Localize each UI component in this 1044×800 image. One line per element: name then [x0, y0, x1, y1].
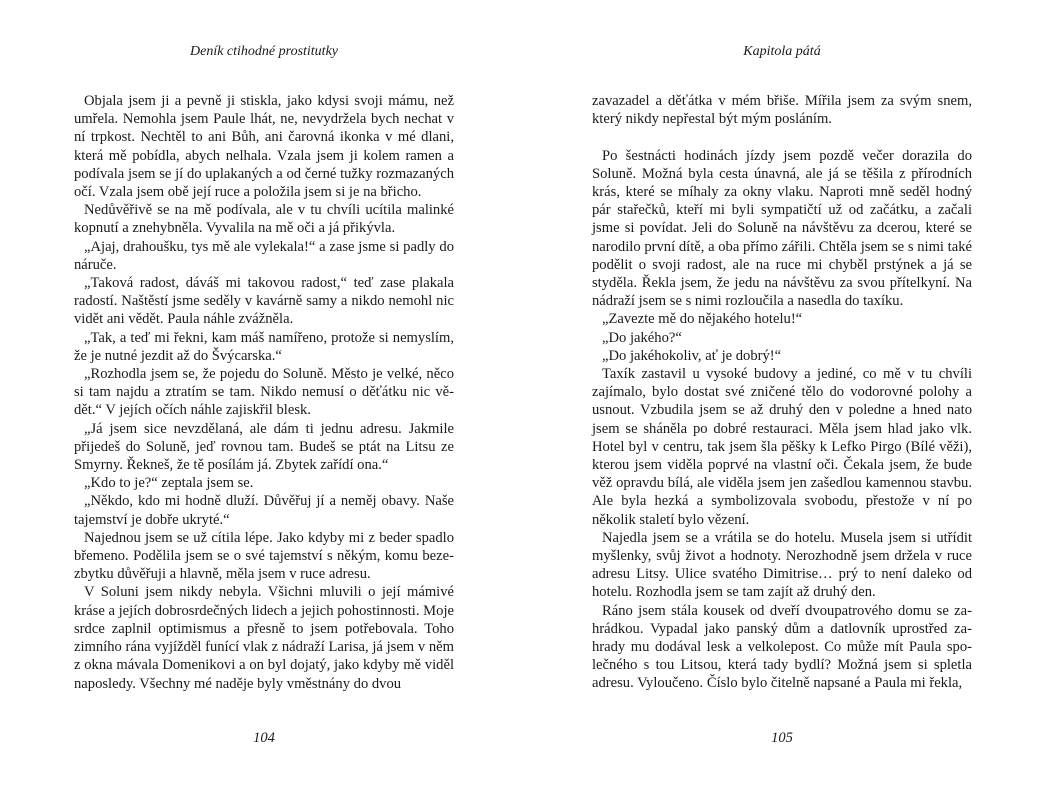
- paragraph: „Ajaj, drahoušku, tys mě ale vylekala!“ a zase jsme si padly do náruče.: [74, 238, 454, 273]
- paragraph: Najednou jsem se už cítila lépe. Jako kdyby mi z beder spadlo břemeno. Podělila jsem se o své tajemství s někým, komu bezezbytku důvěřuji a hlavně, měla jsem v ruce adresu.: [74, 529, 454, 583]
- paragraph: Najedla jsem se a vrátila se do hotelu. Musela jsem si utřídit myšlenky, svůj život a hodnoty. Nerozhodně jsem držela v ruce adresu Litsy. Ulice svatého Dimitrise… prý to není daleko od hotelu. Rozhodla jsem se tam zajít až druhý den.: [592, 529, 972, 601]
- paragraph: „Kdo to je?“ zeptala jsem se.: [84, 475, 254, 492]
- page-number: 104: [253, 730, 275, 746]
- paragraph: Taxík zastavil u vysoké budovy a jediné, co mě v tu chvíli zajímalo, bylo dostat své zničené tělo do vodorovné polohy a usnout. Vzbudila jsem se až druhý den v poledne a hned nato jsem se sháněla po dobré restauraci. Měla jsem hlad jako vlk. Hotel byl v centru, tak jsem šla pěšky k Lefko Pirgo (Bílé věži), kterou jsem viděla poprvé na vlastní oči. Čekala jsem, že bude věž opravdu bílá, ale viděla jsem jen zašedlou kamennou stavbu. Ale byla hezká a symbolizovala svobodu, přestože v ní po několik staletí bylo vězení.: [592, 366, 972, 528]
- paragraph: „Do jakéhokoliv, ať je dobrý!“: [602, 347, 782, 364]
- paragraph: „Tak, a teď mi řekni, kam máš namířeno, protože si nemyslím, že je nutné jezdit až do Švýcarska.“: [74, 329, 454, 364]
- right-page: [592, 0, 972, 800]
- paragraph: „Někdo, kdo mi hodně dluží. Důvěřuj jí a neměj obavy. Naše tajemství je dobře ukryté.“: [74, 493, 454, 528]
- page-body: [74, 92, 454, 693]
- running-header: Deník ctihodné prostitutky: [190, 44, 338, 59]
- paragraph: Po šestnácti hodinách jízdy jsem pozdě večer dorazila do Soluně. Možná byla cesta únavná, ale já se těšila z přírodních krás, které se míhaly za okny vlaku. Naproti mně seděl hodný pár stařečků, kteří mi byli sympatičtí už od začátku, a začali jsme si povídat. Jeli do Soluně na návštěvu za dcerou, které se narodilo první dítě, a oba přímo zářili. Chtěla jsem se s nimi také podělit o svoji radost, ale na ruce mi chyběl prstýnek a já se styděla. Řekla jsem, že jedu na návštěvu za svou přítelkyní. Na nádraží jsem se s nimi rozloučila a nasedla do taxíku.: [592, 147, 972, 310]
- left-page: [74, 0, 454, 800]
- paragraph: „Taková radost, dáváš mi takovou radost,“ teď zase plakala radostí. Naštěstí jsme seděly v kavárně samy a nikdo nemohl nic vidět ani vědět. Paula náhle zvážněla.: [74, 275, 454, 328]
- paragraph: Nedůvěřivě se na mě podívala, ale v tu chvíli ucítila malinké kopnutí a znehybněla. Vyvalila na mě oči a já přikývla.: [74, 202, 454, 237]
- paragraph: „Já jsem sice nevzdělaná, ale dám ti jednu adresu. Jakmile přijedeš do Soluně, jeď rovnou tam. Budeš se ptát na Litsu ze Smyrny. Řekneš, že tě posílám já. Zbytek zařídí ona.“: [74, 420, 454, 474]
- paragraph: zavazadel a děťátka v mém břiše. Mířila jsem za svým snem, který nikdy nepřestal být mým posláním.: [592, 93, 972, 128]
- running-header: Kapitola pátá: [743, 44, 821, 59]
- paragraph: „Do jakého?“: [602, 329, 682, 346]
- page-body: [592, 92, 972, 693]
- paragraph: Objala jsem ji a pevně ji stiskla, jako kdysi svoji mámu, než umřela. Nemohla jsem Paule lhát, ne, nevydržela bych nechat v ní trpkost. Nechtěl to ani Bůh, ani čarovná ikonka v mé dlani, která mě pobídla, abych nelhala. Vzala jsem ji kolem ramen a podívala jsem se jí do uplakaných a od černé tužky rozmazaných očí. Vzala jsem obě její ruce a položila jsem si je na břicho.: [74, 93, 454, 201]
- paragraph: „Zavezte mě do nějakého hotelu!“: [602, 311, 803, 328]
- page-number: 105: [771, 730, 793, 746]
- paragraph: V Soluni jsem nikdy nebyla. Všichni mluvili o její mámivé kráse a jejích dobrosrdečných lidech a jejich pohostinnosti. Moje srdce zaplnil optimismus a přesně to jsem potřebovala. Toho zimního rána vyjížděl funící vlak z nádraží Larisa, já jsem v něm z okna mávala Domenikovi a on byl dojatý, jako kdyby mě viděl naposledy. Všechny mé naděje byly vměstnány do dvou: [74, 584, 454, 692]
- paragraph: „Rozhodla jsem se, že pojedu do Soluně. Město je velké, něco si tam najdu a ztratím se tam. Nikdo nemusí o děťátku nic vědět.“ V jejích očích náhle zajiskřil blesk.: [74, 366, 454, 419]
- paragraph: Ráno jsem stála kousek od dveří dvoupatrového domu se zahrádkou. Vypadal jako panský dům a datlovník uprostřed zahrady mu dodával lesk a velkolepost. Co může mít Paula společného s tou Litsou, která tady bydlí? Možná jsem si spletla adresu. Vyloučeno. Číslo bylo čitelně napsané a Paula mi řekla,: [592, 602, 972, 692]
